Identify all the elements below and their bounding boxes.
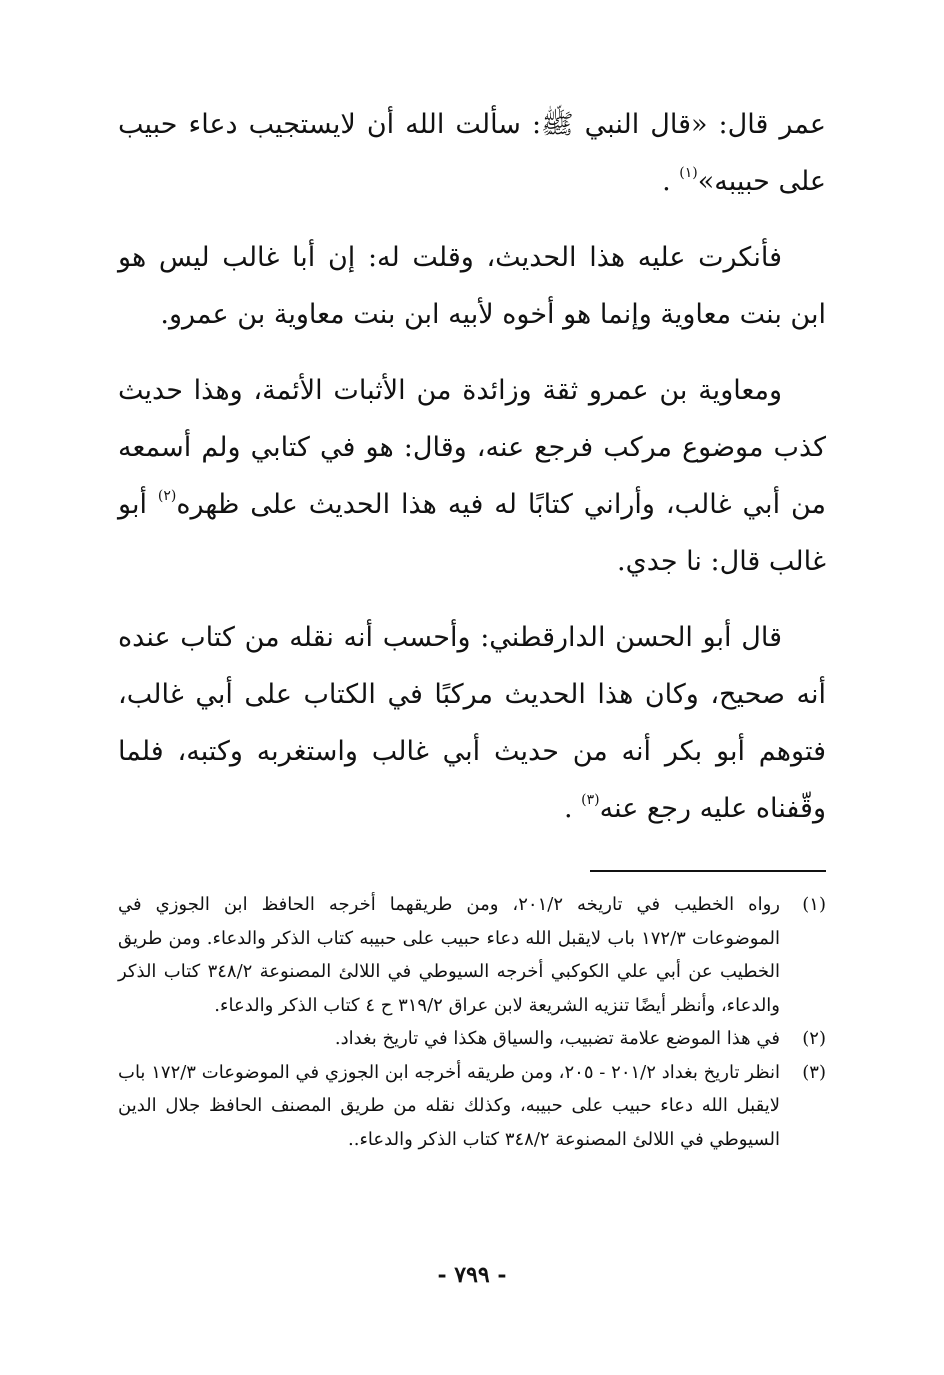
footnote-divider [590,870,826,872]
paragraph-3 [118,362,826,590]
paragraph-1-text: عمر قال: «قال النبي ﷺ: سألت الله أن لايستجيب دعاء حبيب على حبيبه» [118,109,826,197]
footnote-1-number: (١) [802,894,826,915]
footnote-ref-2[interactable]: (٢) [157,488,177,504]
paragraph-2: فأنكرت عليه هذا الحديث، وقلت له: إن أبا غالب ليس هو ابن بنت معاوية وإنما هو أخوه لأبيه ابن بنت معاوية بن عمرو. [118,242,826,330]
main-text [118,96,826,856]
footnote-2-text: في هذا الموضع علامة تضبيب، والسياق هكذا في تاريخ بغداد. [334,1028,780,1049]
footnote-1 [118,888,826,1022]
footnote-1-text: رواه الخطيب في تاريخه ٢٠١/٢، ومن طريقهما أخرجه الحافظ ابن الجوزي في الموضوعات ١٧٢/٣ باب لايقبل الله دعاء حبيب على حبيبه كتاب الذكر والدعاء. ومن طريق الخطيب عن أبي علي الكوكبي أخرجه السيوطي في اللالئ المصنوعة ٣٤٨/٢ كتاب الذكر والدعاء، وأنظر أيضًا تنزيه الشريعة لابن عراق ٣١٩/٢ ح ٤ كتاب الذكر والدعاء. [118,894,780,1016]
paragraph-3-text-a: ومعاوية بن عمرو ثقة وزائدة من الأثبات الأئمة، وهذا حديث كذب موضوع مركب فرجع عنه، وقال: هو في كتابي ولم أسمعه من أبي غالب، وأراني كتابًا له فيه هذا الحديث على ظهره [118,375,827,520]
paragraph-4-text: قال أبو الحسن الدارقطني: وأحسب أنه نقله من كتاب عنده أنه صحيح، وكان هذا الحديث مركبًا في الكتاب على أبي غالب، فتوهم أبو بكر أنه من حديث أبي غالب واستغربه وكتبه، فلما وقّفناه عليه رجع عنه [118,622,826,824]
footnote-3-number: (٣) [802,1061,826,1083]
footnote-3-text: انظر تاريخ بغداد ٢٠١/٢ - ٢٠٥، ومن طريقه أخرجه ابن الجوزي في الموضوعات ١٧٢/٣ باب لايقبل الله دعاء حبيب على حبيبه، وكذلك نقله من طريق المصنف الحافظ جلال الدين السيوطي في اللالئ المصنوعة ٣٤٨/٢ كتاب الذكر والدعاء.. [118,1061,780,1150]
footnote-2 [118,1022,826,1056]
footnote-3 [118,1056,826,1157]
page-number: - ٧٩٩ - [437,1262,507,1288]
paragraph-3-text-b: أبو غالب قال: نا جدي. [118,489,826,577]
footnote-ref-3[interactable]: (٣) [581,792,600,808]
footnote-ref-1[interactable]: (١) [679,165,698,181]
footnotes [118,888,826,1156]
footnote-2-number: (٢) [802,1028,826,1049]
paragraph-1: عمر قال: «قال النبي ﷺ: سألت الله أن لايستجيب دعاء حبيب على حبيبه»$^{(١)}$ . [118,109,826,197]
paragraph-4: قال أبو الحسن الدارقطني: وأحسب أنه نقله من كتاب عنده أنه صحيح، وكان هذا الحديث مركبًا في الكتاب على أبي غالب، فتوهم أبو بكر أنه من حديث أبي غالب واستغربه وكتبه، فلما وقّفناه عليه رجع عنه$^{(٣)}$ . [118,622,826,824]
